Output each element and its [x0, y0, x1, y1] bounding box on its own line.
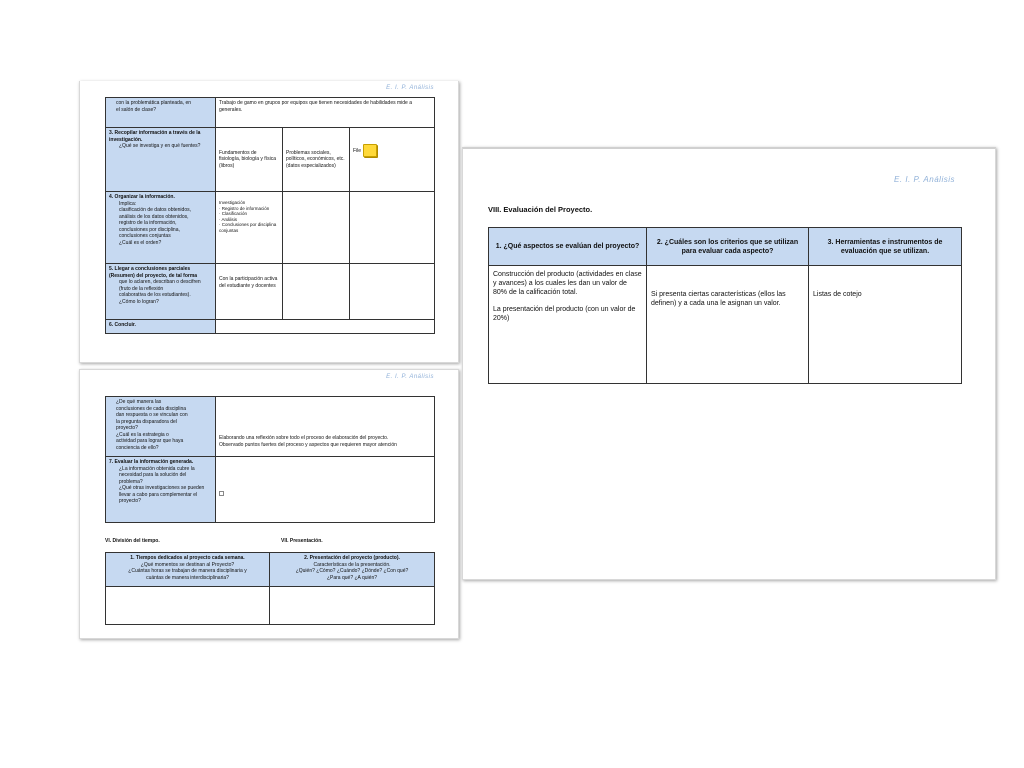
table-row [106, 457, 435, 523]
row-label: 5. Llegar a conclusiones parciales (Resumen) del proyecto, de tal forma que lo aclaren, describan o descifren (fruto de la reflexión colaborativa de los estudiantes). ¿Cómo lo logran? [106, 264, 216, 320]
header-mark: E. I. P. Análisis [386, 374, 434, 380]
planning-table-1 [105, 97, 435, 334]
cell [106, 587, 270, 625]
column-header: 3. Herramientas e instrumentos de evaluación que se utilizan. [809, 228, 962, 266]
row-label: 6. Concluir. [106, 320, 216, 334]
cell: Con la participación activa del estudiante y docentes [216, 264, 283, 320]
cell: Investigación · Registro de información · Clasificación · Análisis · Conclusiones por disciplina conjuntas [216, 192, 283, 264]
column-header: 2. Presentación del proyecto (producto). Características de la presentación. ¿Quién? ¿Cómo? ¿Cuándo? ¿Dónde? ¿Con qué? ¿Para qué? ¿A quién? [270, 553, 435, 587]
table-row [106, 320, 435, 334]
document-page-2 [79, 369, 459, 639]
table-row [106, 264, 435, 320]
row-content: Trabajo de gamo en grupos por equipos que tienen necesidades de habilidades mide a generales. [216, 98, 435, 128]
table-row [489, 266, 962, 384]
document-page-1 [79, 81, 459, 363]
table-row [106, 192, 435, 264]
cell: File [350, 128, 435, 192]
header-mark: E. I. P. Análisis [386, 85, 434, 91]
cell [216, 320, 435, 334]
row-label: 4. Organizar la información. Implica: clasificación de datos obtenidos, análisis de los datos obtenidos, registro de la información, conclusiones por disciplina, conclusiones conjuntas ¿Cuál es el orden? [106, 192, 216, 264]
cell: Listas de cotejo [809, 266, 962, 384]
evaluation-table [488, 227, 962, 384]
column-header: 1. ¿Qué aspectos se evalúan del proyecto? [489, 228, 647, 266]
document-page-3 [462, 147, 996, 580]
cell [270, 587, 435, 625]
checkbox-icon[interactable] [219, 491, 224, 496]
row-label: con la problemática planteada, en el salón de clase? [106, 98, 216, 128]
cell: Fundamentos de fisiología, biología y física (libros) [216, 128, 283, 192]
table-row [106, 128, 435, 192]
cell [350, 192, 435, 264]
cell: Problemas sociales, políticos, económicos, etc. (datos especializados) [283, 128, 350, 192]
table-row [106, 587, 435, 625]
section-title-vi: VI. División del tiempo. [105, 538, 160, 544]
row-label: 3. Recopilar información a través de la investigación. ¿Qué se investiga y en qué fuentes? [106, 128, 216, 192]
section-title-vii: VII. Presentación. [281, 538, 323, 544]
cell [350, 264, 435, 320]
column-header: 1. Tiempos dedicados al proyecto cada semana. ¿Qué momentos se destinan al Proyecto? ¿Cuántas horas se trabajan de manera disciplinaria y cuántas de manera interdisciplinaria? [106, 553, 270, 587]
cell: Construcción del producto (actividades en clase y avances) a los cuales les dan un valor de 80% de la calificación total. La presentación del producto (con un valor de 20%) [489, 266, 647, 384]
section-title-viii: VIII. Evaluación del Proyecto. [488, 205, 593, 214]
cell [283, 192, 350, 264]
cell [283, 264, 350, 320]
table-row [489, 228, 962, 266]
table-row [106, 397, 435, 457]
time-presentation-table [105, 552, 435, 625]
planning-table-2 [105, 396, 435, 523]
row-label: 7. Evaluar la información generada. ¿La información obtenida cubre la necesidad para la solución del problema? ¿Qué otras investigaciones se pueden llevar a cabo para complementar el proyecto? [106, 457, 216, 523]
header-mark: E. I. P. Análisis [894, 175, 955, 184]
column-header: 2. ¿Cuáles son los criterios que se utilizan para evaluar cada aspecto? [647, 228, 809, 266]
cell [216, 457, 435, 523]
cell: Si presenta ciertas características (ellos las definen) y a cada una le asignan un valor. [647, 266, 809, 384]
row-content: Elaborando una reflexión sobre todo el proceso de elaboración del proyecto. Observado puntos fuertes del proceso y aspectos que requieren mayor atención [216, 397, 435, 457]
table-row [106, 553, 435, 587]
sticky-note-icon[interactable] [363, 144, 377, 157]
row-label: ¿De qué manera las conclusiones de cada disciplina dan respuesta o se vinculan con la pregunta disparadora del proyecto? ¿Cuál es la estrategia o actividad para lograr que haya conciencia de ello? [106, 397, 216, 457]
table-row [106, 98, 435, 128]
